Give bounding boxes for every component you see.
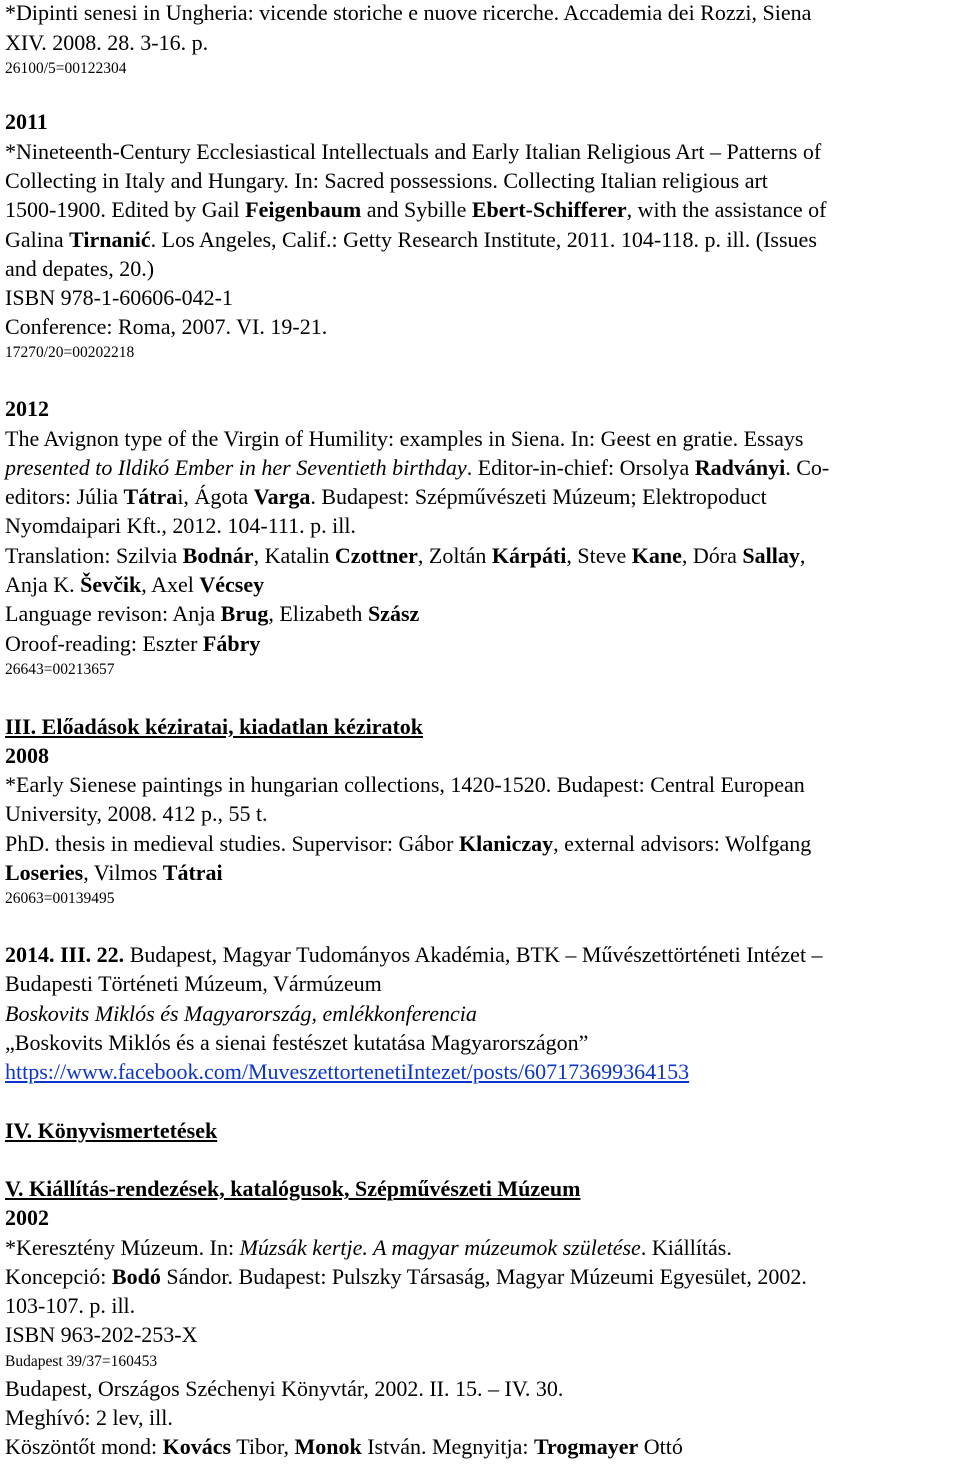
year-2002: 2002 [5, 1205, 49, 1230]
section-v-isbn: ISBN 963-202-253-X [5, 1322, 198, 1347]
entry-2011-conference: Conference: Roma, 2007. VI. 19-21. [5, 314, 328, 339]
entry-2011-line-4: Galina Tirnanić. Los Angeles, Calif.: Getty Research Institute, 2011. 104-118. p. ill. (Issues [5, 227, 817, 252]
entry-2012-proof-reading: Oroof-reading: Eszter Fábry [5, 631, 261, 656]
section-v-line-3: 103-107. p. ill. [5, 1293, 136, 1318]
entry-2012-line-4: Nyomdaipari Kft., 2012. 104-111. p. ill. [5, 513, 356, 538]
entry-2011-line-3: 1500-1900. Edited by Gail Feigenbaum and Sybille Ebert-Schifferer, with the assistance of [5, 197, 827, 222]
section-v-heading: V. Kiállítás-rendezések, katalógusok, Szépművészeti Múzeum [5, 1176, 581, 1201]
entry-2012-translation-1: Translation: Szilvia Bodnár, Katalin Czottner, Zoltán Kárpáti, Steve Kane, Dóra Sallay, [5, 543, 806, 568]
section-v-line-1: *Keresztény Múzeum. In: Múzsák kertje. A magyar múzeumok születése. Kiállítás. [5, 1235, 732, 1260]
section-iii-line-4: Loseries, Vilmos Tátrai [5, 860, 223, 885]
year-2011: 2011 [5, 109, 48, 134]
section-iii-line-2: University, 2008. 412 p., 55 t. [5, 801, 268, 826]
section-v-line-2: Koncepció: Bodó Sándor. Budapest: Pulszky Társaság, Magyar Múzeumi Egyesület, 2002. [5, 1264, 807, 1289]
entry-2012-translation-2: Anja K. Ševčik, Axel Vécsey [5, 572, 265, 597]
entry-2012-id: 26643=00213657 [5, 661, 115, 678]
section-iii-heading: III. Előadások kéziratai, kiadatlan kéziratok [5, 714, 424, 739]
section-v-exhibition-dates: Budapest, Országos Széchenyi Könyvtár, 2002. II. 15. – IV. 30. [5, 1376, 564, 1401]
entry-2011-line-2: Collecting in Italy and Hungary. In: Sacred possessions. Collecting Italian religious art [5, 168, 768, 193]
entry-2012-line-3: editors: Júlia Tátrai, Ágota Varga. Budapest: Szépművészeti Múzeum; Elektropoduct [5, 484, 767, 509]
conference-2014-line-1: 2014. III. 22. Budapest, Magyar Tudományos Akadémia, BTK – Művészettörténeti Intézet – [5, 942, 823, 967]
section-iii-id: 26063=00139495 [5, 890, 115, 907]
entry-2011-isbn: ISBN 978-1-60606-042-1 [5, 285, 233, 310]
entry-2011-line-5: and depates, 20.) [5, 256, 155, 281]
entry-2011-line-1: *Nineteenth-Century Ecclesiastical Intellectuals and Early Italian Religious Art – Patterns of [5, 139, 822, 164]
section-iii-line-1: *Early Sienese paintings in hungarian collections, 1420-1520. Budapest: Central European [5, 772, 805, 797]
conference-2014-lecture: „Boskovits Miklós és a sienai festészet kutatása Magyarországon” [5, 1030, 589, 1055]
conference-2014-line-2: Budapesti Történeti Múzeum, Vármúzeum [5, 971, 382, 996]
year-2012: 2012 [5, 396, 49, 421]
entry-2012-language-revision: Language revison: Anja Brug, Elizabeth Szász [5, 601, 420, 626]
year-2008: 2008 [5, 743, 49, 768]
section-v-invitation: Meghívó: 2 lev, ill. [5, 1405, 173, 1430]
conference-2014-link[interactable]: https://www.facebook.com/MuveszettortenetiIntezet/posts/607173699364153 [5, 1059, 690, 1084]
conference-2014-title: Boskovits Miklós és Magyarország, emlékkonferencia [5, 1001, 477, 1026]
section-v-id: Budapest 39/37=160453 [5, 1353, 158, 1370]
dipinti-id: 26100/5=00122304 [5, 60, 127, 77]
entry-2012-line-2: presented to Ildikó Ember in her Seventieth birthday. Editor-in-chief: Orsolya Radványi. Co- [5, 455, 830, 480]
dipinti-line-1: *Dipinti senesi in Ungheria: vicende storiche e nuove ricerche. Accademia dei Rozzi, Siena [5, 0, 812, 25]
section-iii-line-3: PhD. thesis in medieval studies. Supervisor: Gábor Klaniczay, external advisors: Wolfgang [5, 831, 812, 856]
entry-2012-line-1: The Avignon type of the Virgin of Humility: examples in Siena. In: Geest en gratie. Essays [5, 426, 804, 451]
entry-2011-id: 17270/20=00202218 [5, 344, 135, 361]
section-iv-heading: IV. Könyvismertetések [5, 1118, 218, 1143]
section-v-greetings: Köszöntőt mond: Kovács Tibor, Monok István. Megnyitja: Trogmayer Ottó [5, 1434, 683, 1459]
dipinti-line-2: XIV. 2008. 28. 3-16. p. [5, 30, 209, 55]
